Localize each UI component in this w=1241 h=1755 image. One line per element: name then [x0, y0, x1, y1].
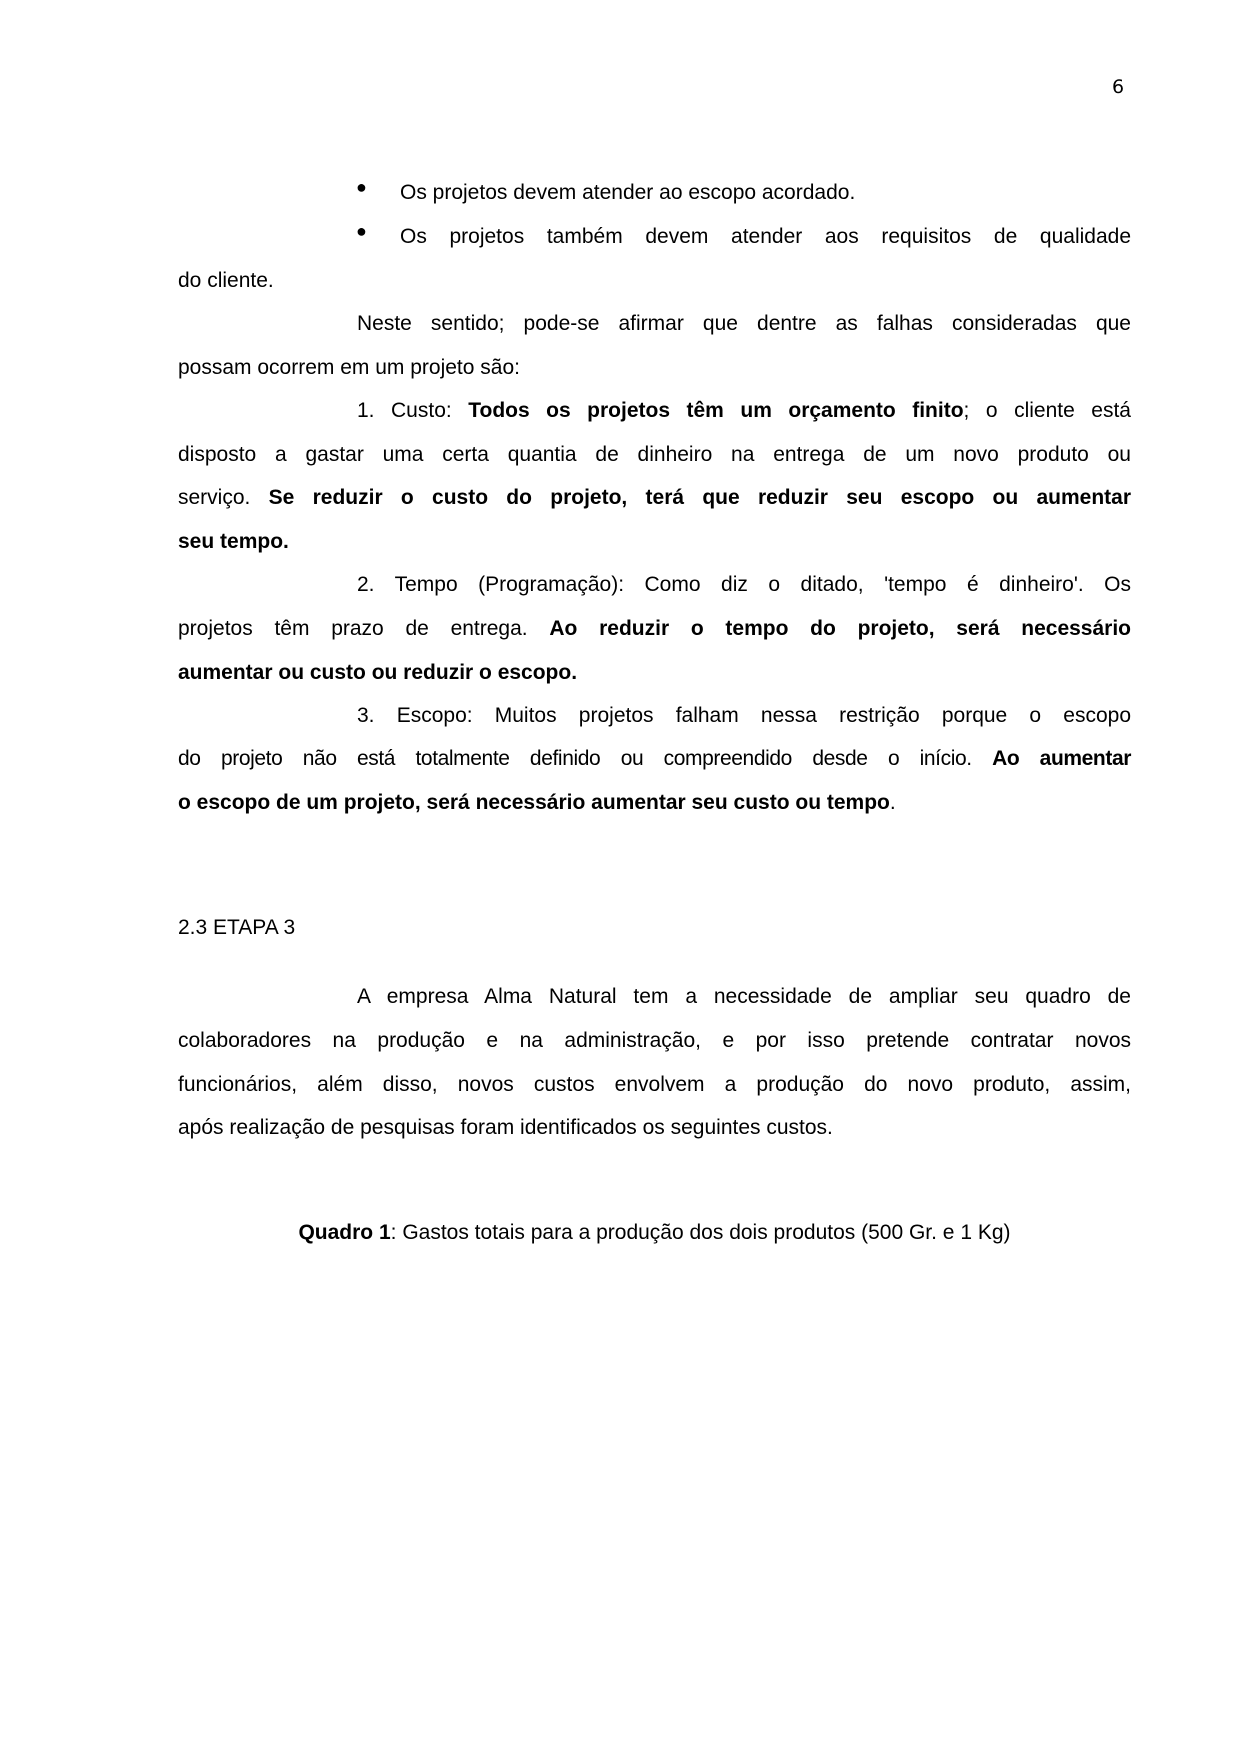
item-2-line-1: 2. Tempo (Programação): Como diz o ditado, 'tempo é dinheiro'. Os [357, 573, 1131, 596]
item-2-line-3-bold: aumentar ou custo ou reduzir o escopo. [178, 661, 578, 684]
item-3-line-3-end: . [889, 791, 896, 814]
intro-line-2: possam ocorrem em um projeto são: [178, 356, 520, 379]
item-2-line-3 [178, 660, 1131, 686]
item-1-line-1 [357, 398, 1131, 424]
section-para-line-1: A empresa Alma Natural tem a necessidade de ampliar seu quadro de [357, 985, 1131, 1008]
caption-label: Quadro 1 [298, 1221, 391, 1244]
section-para-line-4: após realização de pesquisas foram identificados os seguintes custos. [178, 1116, 833, 1139]
bullet-item-2: Os projetos também devem atender aos requisitos de qualidade [400, 225, 1131, 248]
item-3-line-3 [178, 790, 1131, 816]
page-number: 6 [1112, 76, 1125, 98]
item-3-line-2-plain: do projeto não está totalmente definido ou compreendido desde o início. [178, 747, 993, 770]
item-1-bold: Todos os projetos têm um orçamento finito [468, 399, 964, 422]
figure-caption [178, 1220, 1131, 1246]
item-1-line-3-plain: serviço. [178, 486, 269, 509]
intro-line-1: Neste sentido; pode-se afirmar que dentre as falhas consideradas que [357, 312, 1131, 335]
item-1-line-4-bold: seu tempo. [178, 530, 289, 553]
item-3-line-2-bold: Ao aumentar [992, 747, 1131, 770]
item-1-prefix: 1. Custo: [357, 399, 469, 422]
item-2-line-2 [178, 616, 1131, 642]
item-3-line-3-bold: o escopo de um projeto, será necessário aumentar seu custo ou tempo [178, 791, 890, 814]
item-1-line-3-bold: Se reduzir o custo do projeto, terá que reduzir seu escopo ou aumentar [268, 486, 1131, 509]
item-1-line-3 [178, 485, 1131, 511]
bullet-continuation: do cliente. [178, 269, 274, 292]
bullet-icon: ● [356, 177, 367, 197]
caption-text: : Gastos totais para a produção dos dois produtos (500 Gr. e 1 Kg) [390, 1221, 1011, 1244]
item-3-line-2 [178, 746, 1131, 772]
section-para-line-3: funcionários, além disso, novos custos envolvem a produção do novo produto, assim, [178, 1073, 1131, 1096]
item-1-line-4 [178, 529, 1131, 555]
section-heading: 2.3 ETAPA 3 [178, 916, 296, 939]
bullet-icon: ● [356, 221, 367, 241]
item-2-line-2-bold: Ao reduzir o tempo do projeto, será necessário [549, 617, 1131, 640]
bullet-item-1: Os projetos devem atender ao escopo acordado. [400, 181, 856, 204]
item-1-line-2: disposto a gastar uma certa quantia de dinheiro na entrega de um novo produto ou [178, 443, 1131, 466]
section-para-line-2: colaboradores na produção e na administração, e por isso pretende contratar novos [178, 1029, 1131, 1052]
item-3-line-1: 3. Escopo: Muitos projetos falham nessa restrição porque o escopo [357, 704, 1131, 727]
item-2-line-2-plain: projetos têm prazo de entrega. [178, 617, 550, 640]
item-1-rest: ; o cliente está [963, 399, 1131, 422]
